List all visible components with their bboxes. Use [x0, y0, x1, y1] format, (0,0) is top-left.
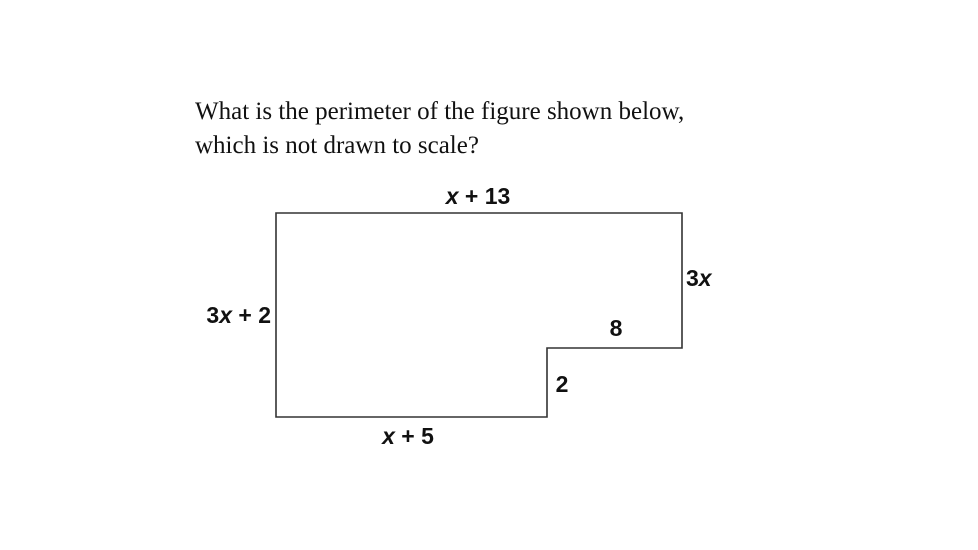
question-line-2: which is not drawn to scale? [195, 132, 479, 159]
right-side-label [686, 265, 713, 291]
bottom-side-constant: + 5 [394, 423, 434, 449]
top-side-constant: + 13 [458, 183, 511, 209]
bottom-side-variable: x [382, 423, 395, 449]
left-side-label [206, 302, 271, 328]
right-side-variable: x [698, 265, 712, 291]
left-side-constant: + 2 [231, 302, 271, 328]
bottom-side-label [380, 423, 434, 449]
top-side-label [444, 183, 511, 209]
right-side-coefficient: 3 [686, 265, 699, 291]
left-side-coefficient: 3 [206, 302, 220, 328]
top-side-variable: x [445, 183, 459, 209]
left-side-variable: x [219, 302, 232, 328]
step-vertical-label: 2 [555, 371, 569, 397]
question-line-1: What is the perimeter of the figure shown below, [195, 98, 685, 125]
step-horizontal-label: 8 [609, 315, 623, 341]
